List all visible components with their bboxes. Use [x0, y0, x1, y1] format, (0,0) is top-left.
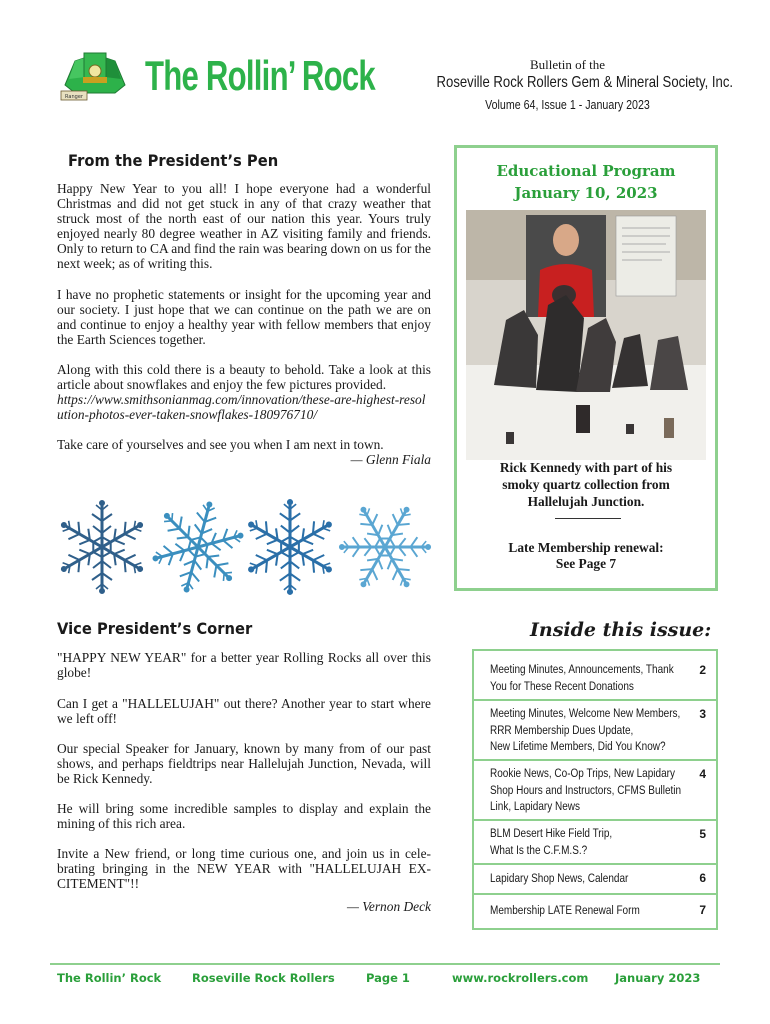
- quartz-collection-photo: [466, 210, 706, 460]
- footer-date: January 2023: [615, 971, 701, 985]
- snowflake-images: [50, 495, 440, 600]
- late-renewal-note: Late Membership renewal: See Page 7: [508, 540, 664, 571]
- photo-caption: Rick Kennedy with part of his smoky quartz collection from Hallelujah Junction.: [499, 460, 673, 509]
- footer-divider: [50, 963, 720, 965]
- society-name: Roseville Rock Rollers Gem & Mineral Society, Inc.: [436, 74, 734, 91]
- footer-title: The Rollin’ Rock: [57, 971, 162, 985]
- vp-paragraph: Can I get a "HALLELUJAH" out there? Another year to start where we left off!: [57, 696, 431, 726]
- toc-item-page: 2: [699, 663, 706, 677]
- caption-divider: [555, 518, 621, 519]
- toc-item-page: 7: [699, 903, 706, 917]
- footer-website-link[interactable]: www.rockrollers.com: [452, 971, 589, 985]
- snowflake-image-3: [244, 500, 336, 595]
- table-of-contents: [472, 649, 718, 930]
- toc-item-label: Meeting Minutes, Welcome New Members, RRR Membership Dues Update, New Lifetime Members, Did You Know?: [490, 706, 681, 753]
- president-signature: — Glenn Fiala: [350, 452, 431, 467]
- inside-issue-title: Inside this issue:: [530, 619, 712, 641]
- president-paragraph: I have no prophetic statements or insight for the upcoming year and our society. I just hope that we can continue on the path we are on and continue to enjoy a healthy year with fellow members that enjoy the Earth Sciences together.: [57, 287, 431, 347]
- toc-item-page: 4: [699, 767, 706, 781]
- bulletin-of-label: Bulletin of the: [529, 57, 606, 72]
- toc-item-page: 3: [699, 707, 706, 721]
- volume-issue: Volume 64, Issue 1 - January 2023: [485, 97, 650, 112]
- vp-paragraph: Our special Speaker for January, known by many from of our past shows, and perhaps fieldtrips near Hallelujah Junction, Nevada, will be Rick Kennedy.: [57, 741, 431, 786]
- vice-president-heading: Vice President’s Corner: [57, 619, 253, 638]
- footer-page-number: Page 1: [366, 971, 410, 985]
- president-paragraph: Happy New Year to you all! I hope everyone had a wonderful Christmas and did not get stuck in any of that crazy weather that struck most of the north east of our nation this year. Yours truly enjoyed nearly 80 degree weather in AZ visiting family and friends. Only to return to CA and find the rain was bearing down on us for the next week; as of writing this.: [57, 181, 431, 271]
- educational-program-title: Educational Program January 10, 2023: [496, 162, 676, 202]
- vp-paragraph: "HAPPY NEW YEAR" for a better year Rolling Rocks all over this globe!: [57, 650, 431, 680]
- president-paragraph: Take care of yourselves and see you when I am next in town.: [57, 437, 384, 452]
- toc-item-page: 5: [699, 827, 706, 841]
- toc-item-page: 6: [699, 871, 706, 885]
- footer-club: Roseville Rock Rollers: [192, 971, 335, 985]
- toc-item-label: Lapidary Shop News, Calendar: [490, 871, 629, 885]
- toc-item-label: BLM Desert Hike Field Trip, What Is the C.F.M.S.?: [490, 826, 613, 857]
- snowflake-image-4: [324, 495, 440, 600]
- toc-item-label: Meeting Minutes, Announcements, Thank You for These Recent Donations: [490, 662, 674, 693]
- president-paragraph: Along with this cold there is a beauty to behold. Take a look at this article about snowflakes and enjoy the few pictures provided.: [57, 362, 431, 392]
- snowflake-image-1: [57, 501, 148, 594]
- educational-program-box: [454, 145, 718, 591]
- vp-signature: — Vernon Deck: [346, 899, 431, 914]
- green-gem-logo-icon: [57, 47, 133, 103]
- toc-item-label: Membership LATE Renewal Form: [490, 903, 640, 917]
- president-heading: From the President’s Pen: [68, 151, 279, 170]
- masthead-title: The Rollin’ Rock: [145, 52, 375, 99]
- svg-text:Ranger: Ranger: [65, 94, 83, 100]
- toc-item-label: Rookie News, Co-Op Trips, New Lapidary Shop Hours and Instructors, CFMS Bulletin Link, Lapidary News: [490, 766, 682, 813]
- vp-paragraph: He will bring some incredible samples to display and explain the mining of this rich area.: [57, 801, 431, 831]
- vp-paragraph: Invite a New friend, or long time curious one, and join us in cele-brating bringing in the NEW YEAR with "HALLELUJAH EX-CITEMENT"!!: [57, 846, 431, 891]
- snowflake-image-2: [142, 495, 254, 600]
- snowflake-article-link[interactable]: https://www.smithsonianmag.com/innovation/these-are-highest-resolution-photos-ever-taken-snowflakes-180976710/: [57, 392, 426, 422]
